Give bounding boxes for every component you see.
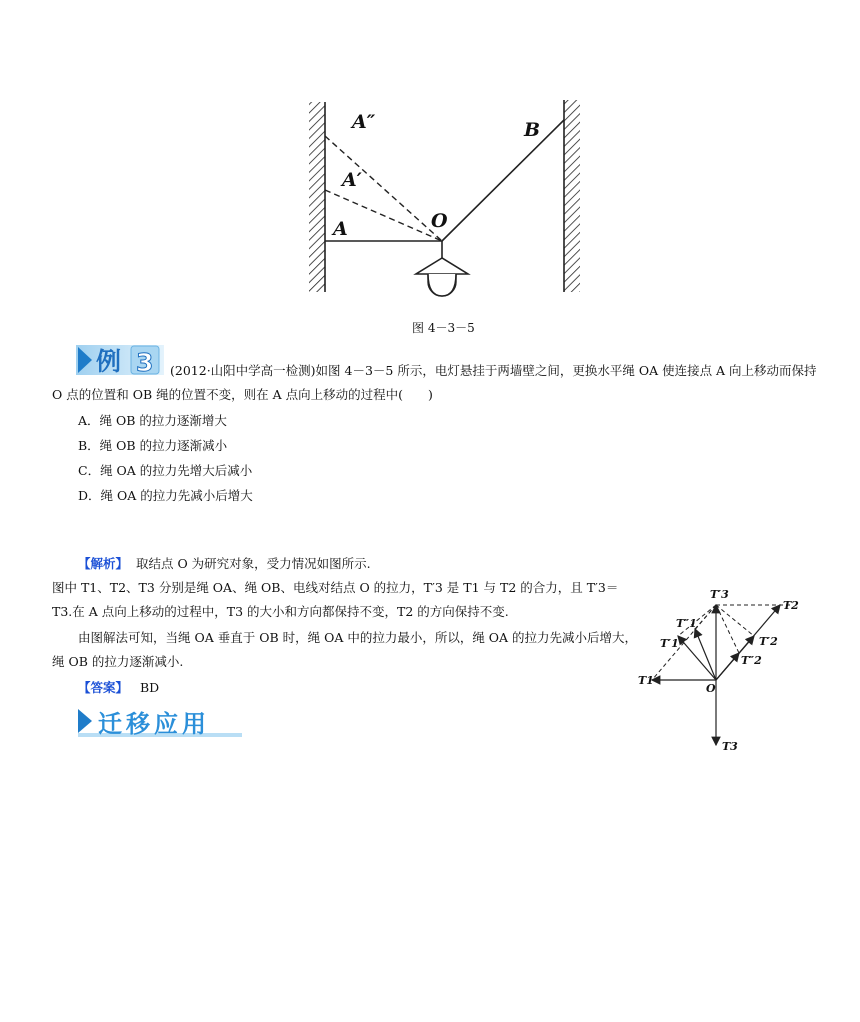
option-d: D．绳 OA 的拉力先减小后增大 <box>78 488 253 503</box>
label-o-force: O <box>706 682 716 695</box>
solution-line-4: 由图解法可知，当绳 OA 垂直于 OB 时，绳 OA 中的拉力最小，所以，绳 OA 的拉力先减小后增大， <box>78 630 638 645</box>
solution-tag: 【解析】 <box>78 556 129 571</box>
answer-value: BD <box>139 680 160 695</box>
transfer-banner-text: 迁移应用 <box>98 710 210 738</box>
question-text-1: 如图 4－3－5 所示，电灯悬挂于两墙壁之间，更换水平绳 OA 使连接点 A 向上移动而保持 <box>315 363 817 378</box>
transfer-application-banner <box>76 704 246 740</box>
label-a-double-prime: A″ <box>352 111 376 133</box>
label-t2: T2 <box>783 599 799 612</box>
label-t3-prime: T′3 <box>710 588 729 601</box>
lamp-between-walls-figure <box>300 96 590 302</box>
label-b: B <box>524 119 541 141</box>
play-arrow-icon <box>78 709 92 733</box>
label-a-prime: A′ <box>342 169 362 191</box>
force-diagram <box>636 585 816 755</box>
vector-t2-double-prime <box>716 653 739 680</box>
label-t1-prime: T′1 <box>660 637 679 650</box>
example-badge <box>76 343 166 377</box>
answer-tag: 【答案】 <box>78 680 129 695</box>
answer-line <box>78 679 159 697</box>
question-source: (2012·山阳中学高一检测) <box>170 363 316 378</box>
left-wall <box>309 102 325 292</box>
label-t1-double-prime: T″1 <box>676 617 697 630</box>
option-b: B．绳 OB 的拉力逐渐减小 <box>78 438 228 453</box>
solution-line-2: 图中 T1、T2、T3 分别是绳 OA、绳 OB、电线对结点 O 的拉力，T′3 是 T1 与 T2 的合力，且 T′3＝ <box>52 580 619 595</box>
figure-caption: 图 4－3－5 <box>412 321 475 335</box>
solution-text-1: 取结点 O 为研究对象，受力情况如图所示. <box>135 556 371 571</box>
vector-t1-double-prime <box>695 629 716 680</box>
label-t2-double-prime: T″2 <box>741 654 762 667</box>
question-line-1 <box>170 362 817 380</box>
rope-ob <box>442 120 564 241</box>
solution-line-3: T3.在 A 点向上移动的过程中，T3 的大小和方向都保持不变，T2 的方向保持不变. <box>52 604 509 619</box>
right-wall <box>564 100 580 292</box>
question-line-2: O 点的位置和 OB 绳的位置不变，则在 A 点向上移动的过程中( ) <box>52 387 433 402</box>
lamp-icon <box>416 258 468 296</box>
option-a: A．绳 OB 的拉力逐渐增大 <box>78 413 227 428</box>
example-number: 3 <box>136 348 154 377</box>
label-t3: T3 <box>722 740 738 753</box>
label-o: O <box>431 210 448 232</box>
option-c: C．绳 OA 的拉力先增大后减小 <box>78 463 253 478</box>
example-badge-text: 例 <box>96 347 122 376</box>
solution-line-1 <box>78 555 371 573</box>
label-a: A <box>333 218 348 240</box>
label-t2-prime: T′2 <box>759 635 778 648</box>
solution-line-5: 绳 OB 的拉力逐渐减小. <box>52 654 184 669</box>
label-t1: T1 <box>638 674 654 687</box>
